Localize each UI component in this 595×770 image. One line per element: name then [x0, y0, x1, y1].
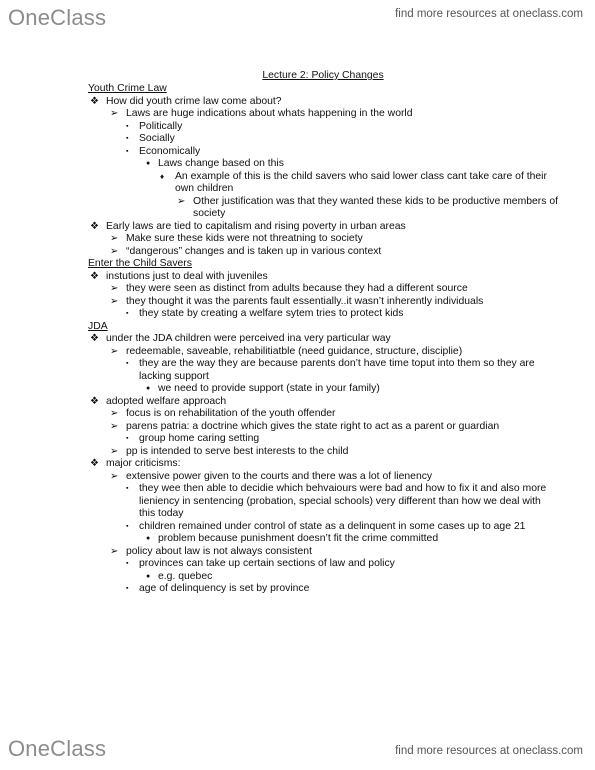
square-bullet-icon: ▪	[126, 122, 129, 130]
header-tagline[interactable]: find more resources at oneclass.com	[395, 8, 583, 20]
arrow-bullet-icon: ➢	[110, 445, 119, 457]
list-item-text: we need to provide support (state in your family)	[158, 383, 380, 394]
list-item-text: Economically	[139, 145, 201, 157]
list-item	[88, 108, 558, 121]
list-item	[88, 96, 558, 109]
list-item	[88, 533, 558, 546]
list-item	[88, 346, 558, 359]
list-item	[88, 583, 558, 596]
list-item-text: Other justification was that they wanted these kids to be productive members of society	[193, 195, 559, 219]
square-bullet-icon: ▪	[126, 135, 129, 142]
square-bullet-icon: ▪	[126, 522, 129, 530]
arrow-bullet-icon: ➢	[110, 233, 119, 244]
list-item	[88, 308, 558, 321]
square-bullet-icon: ▪	[126, 560, 129, 567]
list-item-text: Make sure these kids were not threatning to society	[126, 233, 363, 244]
list-item-text: Early laws are tied to capitalism and rising poverty in urban areas	[106, 220, 406, 232]
list-item	[88, 433, 558, 446]
notes-list	[88, 83, 558, 596]
list-item-text: group home caring setting	[139, 433, 260, 444]
list-item	[88, 421, 558, 434]
list-item-text: they state by creating a welfare sytem tries to protect kids	[139, 308, 404, 319]
diamond-bullet-icon: ❖	[90, 95, 99, 107]
dot-bullet-icon: ●	[146, 535, 151, 542]
dot-bullet-icon: ●	[146, 160, 151, 167]
list-item	[88, 133, 558, 146]
diamond-bullet-icon: ❖	[90, 395, 99, 407]
arrow-bullet-icon: ➢	[110, 545, 119, 557]
list-item-text: they were seen as distinct from adults because they had a different source	[126, 283, 468, 294]
diamond-bullet-icon: ❖	[90, 333, 99, 344]
arrow-bullet-icon: ➢	[110, 108, 119, 119]
list-item-text: Laws are huge indications about whats happening in the world	[126, 108, 413, 119]
arrow-bullet-icon: ➢	[110, 283, 119, 294]
arrow-bullet-icon: ➢	[110, 470, 119, 482]
list-item	[88, 383, 558, 396]
list-item-text: extensive power given to the courts and there was a lot of lienency	[126, 470, 433, 482]
list-item	[88, 171, 558, 196]
list-item-text: age of delinquency is set by province	[139, 583, 310, 594]
list-item-text: Politically	[139, 120, 183, 132]
arrow-bullet-icon: ➢	[110, 345, 119, 357]
list-item-text: policy about law is not always consistent	[126, 545, 312, 557]
list-item	[88, 296, 558, 309]
list-item	[88, 283, 558, 296]
list-item-text: An example of this is the child savers who said lower class cant take care of their own children	[175, 170, 547, 194]
dot-bullet-icon: ●	[146, 385, 151, 392]
list-item	[88, 246, 558, 259]
oneclass-logo[interactable]: OneClass	[8, 5, 107, 30]
list-item	[88, 571, 558, 584]
list-item	[88, 358, 558, 383]
list-item	[88, 146, 558, 159]
list-item-text: e.g. quebec	[158, 570, 213, 582]
square-bullet-icon: ▪	[126, 435, 129, 442]
list-item-text: they are the way they are because parents don’t have time toput into them so they are lacking support	[139, 358, 535, 382]
list-item	[88, 558, 558, 571]
list-item-text: they thought it was the parents fault essentially..it wasn’t inherently individuals	[126, 295, 484, 307]
square-bullet-icon: ▪	[126, 485, 129, 492]
square-bullet-icon: ▪	[126, 585, 129, 592]
diamond-bullet-icon: ❖	[90, 220, 99, 232]
document-title: Lecture 2: Policy Changes	[262, 70, 384, 81]
list-item-text: under the JDA children were perceived ina very particular way	[106, 333, 391, 344]
list-item-text: Socially	[139, 133, 175, 144]
diamond-bullet-icon: ❖	[90, 270, 99, 282]
list-item	[88, 396, 558, 409]
section-heading: JDA	[88, 320, 108, 332]
list-item	[88, 446, 558, 459]
list-item	[88, 458, 558, 471]
section-heading: Youth Crime Law	[88, 83, 167, 94]
list-item-text: “dangerous” changes and is taken up in various context	[126, 245, 382, 257]
page-header	[0, 0, 595, 40]
list-item-text: parens patria: a doctrine which gives the state right to act as a parent or guardian	[126, 420, 500, 432]
list-item	[88, 408, 558, 421]
list-item-text: focus is on rehabilitation of the youth offender	[126, 408, 336, 419]
list-item	[88, 233, 558, 246]
small-diamond-bullet-icon: ♦	[160, 171, 165, 181]
list-item	[88, 471, 558, 484]
list-item	[88, 546, 558, 559]
list-item	[88, 483, 558, 521]
list-item-text: How did youth crime law come about?	[106, 95, 282, 107]
list-item-text: pp is intended to serve best interests to the child	[126, 445, 349, 457]
square-bullet-icon: ▪	[126, 360, 129, 367]
document-body	[88, 70, 558, 596]
list-item	[88, 121, 558, 134]
list-item	[88, 196, 558, 221]
square-bullet-icon: ▪	[126, 310, 129, 317]
list-item-text: major criticisms:	[106, 458, 181, 469]
list-item-text: children remained under control of state as a delinquent in some cases up to age 21	[139, 520, 526, 532]
arrow-bullet-icon: ➢	[110, 245, 119, 257]
footer-tagline[interactable]: find more resources at oneclass.com	[395, 745, 583, 757]
list-item-text: adopted welfare approach	[106, 395, 227, 407]
section-heading: Enter the Child Savers	[88, 258, 192, 269]
list-item	[88, 521, 558, 534]
list-item	[88, 221, 558, 234]
list-item-text: Laws change based on this	[158, 158, 284, 169]
dot-bullet-icon: ●	[146, 572, 151, 580]
list-item-text: problem because punishment doesn’t fit the crime committed	[158, 533, 439, 544]
list-item-text: provinces can take up certain sections of law and policy	[139, 558, 395, 569]
arrow-bullet-icon: ➢	[110, 408, 119, 419]
list-item-text: instutions just to deal with juveniles	[106, 270, 268, 282]
diamond-bullet-icon: ❖	[90, 458, 99, 469]
arrow-bullet-icon: ➢	[177, 195, 186, 207]
list-item-text: they wee then able to decidie which behvaiours were bad and how to fix it and also more lieniency in sentencing (probation, special schools) very different than how we deal with this today	[139, 483, 547, 519]
list-item	[88, 271, 558, 284]
arrow-bullet-icon: ➢	[110, 420, 119, 432]
list-item-text: redeemable, saveable, rehabilitiatble (need guidance, structure, disciplie)	[126, 345, 463, 357]
arrow-bullet-icon: ➢	[110, 295, 119, 307]
list-item	[88, 333, 558, 346]
footer-oneclass-logo[interactable]: OneClass	[8, 736, 107, 761]
list-item	[88, 158, 558, 171]
square-bullet-icon: ▪	[126, 147, 129, 155]
